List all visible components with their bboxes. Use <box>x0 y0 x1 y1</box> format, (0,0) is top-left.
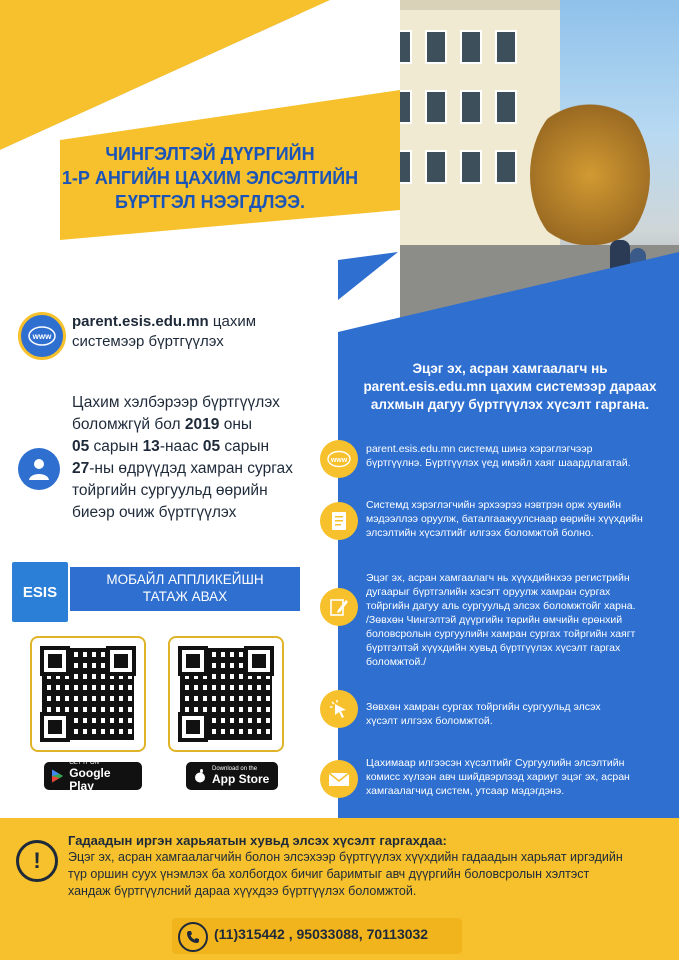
step-line: боломжтой./ <box>366 656 427 668</box>
www-icon <box>18 312 66 360</box>
register-online-text <box>72 312 332 352</box>
phone-numbers[interactable]: (11)315442 , 95033088, 70113032 <box>214 926 429 942</box>
step-4-text <box>366 700 666 728</box>
title-line: БҮРТГЭЛ НЭЭГДЛЭЭ. <box>114 192 306 212</box>
step-3-text <box>366 571 666 669</box>
www-icon <box>320 440 358 478</box>
badge-small-text: GET IT ON <box>69 759 99 766</box>
envelope-icon <box>320 760 358 798</box>
text: оны <box>219 416 253 433</box>
step-2-text <box>366 498 666 540</box>
badge-text: Google Play <box>69 765 111 793</box>
text: сарын <box>89 438 143 455</box>
badge-text: App Store <box>212 772 270 786</box>
banner-line: ТАТАЖ АВАХ <box>142 589 228 604</box>
svg-text:www: www <box>330 457 348 464</box>
app-store-badge[interactable] <box>186 762 278 790</box>
text: цахим <box>208 313 257 330</box>
year: 2019 <box>184 416 220 433</box>
heading-line: parent.esis.edu.mn цахим системээр дараах <box>363 379 657 394</box>
foreign-citizens-text <box>68 832 668 900</box>
svg-text:www: www <box>32 332 52 341</box>
warning-icon: ! <box>16 840 58 882</box>
day: 13 <box>142 438 160 455</box>
google-play-icon <box>52 769 63 783</box>
step-line: бүртгүүлнэ. Бүртгүүлэх үед имэйл хаяг шаардлагатай. <box>366 457 631 469</box>
apple-icon <box>194 769 206 783</box>
step-1-text <box>366 442 666 470</box>
text-line: Эцэг эх, асран хамгаалагчийн болон элсэхээр бүртгүүлэх хүүхдийн гадаадын харьяат иргэдийн <box>68 850 623 864</box>
person-icon <box>18 448 60 490</box>
cursor-click-icon <box>320 690 358 728</box>
step-line: Цахимаар илгээсэн хүсэлтийг Сургуулийн элсэлтийн <box>366 757 625 769</box>
text: -ны өдрүүдэд хамран сургах <box>89 460 293 477</box>
step-line: боловсролын сургуулийн хамран сургах тойргийн хаягт <box>366 628 636 640</box>
title-line: 1-Р АНГИЙН ЦАХИМ ЭЛСЭЛТИЙН <box>61 168 359 188</box>
month: 05 <box>72 438 90 455</box>
step-5-text <box>366 756 666 798</box>
offline-registration-text <box>72 392 332 524</box>
badge-small-text: Download on the <box>212 766 258 772</box>
step-line: Зөвхөн хамран сургах тойргийн сургуульд элсэх <box>366 701 601 713</box>
step-line: дугаарыг бүртгэлийн хэсэгт оруулж хамран сургах <box>366 586 611 598</box>
phone-icon <box>178 922 208 952</box>
blue-diagonal <box>338 220 679 340</box>
step-line: /Зөвхөн Чингэлтэй дүүргийн төрийн өмчийн ерөнхий <box>366 614 623 626</box>
section-heading: Гадаадын иргэн харьяатын хувьд элсэх хүсэлт гаргахдаа: <box>68 833 447 848</box>
steps-heading <box>346 360 674 414</box>
text-line: хандаж бүртгүүлсний дараа хүүхдээ бүртгүүлэх боломжтой. <box>68 884 417 898</box>
page-title <box>60 142 360 214</box>
step-line: Системд хэрэглэгчийн эрхээрээ нэвтрэн орж хувийн <box>366 499 622 511</box>
text-line: түр оршин суух үнэмлэх ба холбогдох бичиг баримтыг авч дүүргийн боловсролын хэлтэст <box>68 867 590 881</box>
heading-line: алхмын дагуу бүртгүүлэх хүсэлт гаргана. <box>370 397 650 412</box>
mobile-app-banner <box>40 567 300 611</box>
qr-code-ios[interactable] <box>168 636 284 752</box>
text: боломжгүй бол <box>72 416 185 433</box>
step-line: Эцэг эх, асран хамгаалагч нь хүүхдийнхээ регистрийн <box>366 572 630 584</box>
heading-line: Эцэг эх, асран хамгаалагч нь <box>412 361 608 376</box>
contact-bar <box>172 918 462 954</box>
step-line: parent.esis.edu.mn системд шинэ хэрэглэгчээр <box>366 443 593 455</box>
step-line: мэдээллээ оруулж, баталгаажуулснаар өөрийн хүүхдийн <box>366 513 643 525</box>
banner-line: МОБАЙЛ АППЛИКЕЙШН <box>106 572 264 587</box>
step-line: хамгаалагчид систем, утсаар мэдэгдэнэ. <box>366 785 565 797</box>
day: 27 <box>72 460 90 477</box>
edit-icon <box>320 588 358 626</box>
step-line: комисс хүлээн авч шийдвэрлээд хариуг эцэг эх, асран <box>366 771 630 783</box>
text: -наас <box>159 438 203 455</box>
step-line: тойргийн дагуу аль сургуульд элсэх боломжтойг харна. <box>366 600 636 612</box>
title-line: ЧИНГЭЛТЭЙ ДҮҮРГИЙН <box>105 144 315 164</box>
step-line: бүртгэлтэй хүүхдийн хувьд бүртгүүлэх хүсэлт гаргах <box>366 642 621 654</box>
esis-logo: ESIS <box>10 560 70 624</box>
step-line: хүсэлт илгээх боломжтой. <box>366 715 493 727</box>
text: биеэр очиж бүртгүүлэх <box>72 504 237 521</box>
site-address: parent.esis.edu.mn <box>72 313 209 330</box>
text: сарын <box>220 438 270 455</box>
month: 05 <box>202 438 221 455</box>
google-play-badge[interactable] <box>44 759 142 793</box>
form-icon <box>320 502 358 540</box>
text: тойргийн сургуульд өөрийн <box>72 482 268 499</box>
text: Цахим хэлбэрээр бүртгүүлэх <box>72 394 280 411</box>
text: системээр бүртгүүлэх <box>72 333 224 350</box>
qr-code-android[interactable] <box>30 636 146 752</box>
step-line: элсэлтийн хүсэлтийг илгээх боломжтой болно. <box>366 527 594 539</box>
